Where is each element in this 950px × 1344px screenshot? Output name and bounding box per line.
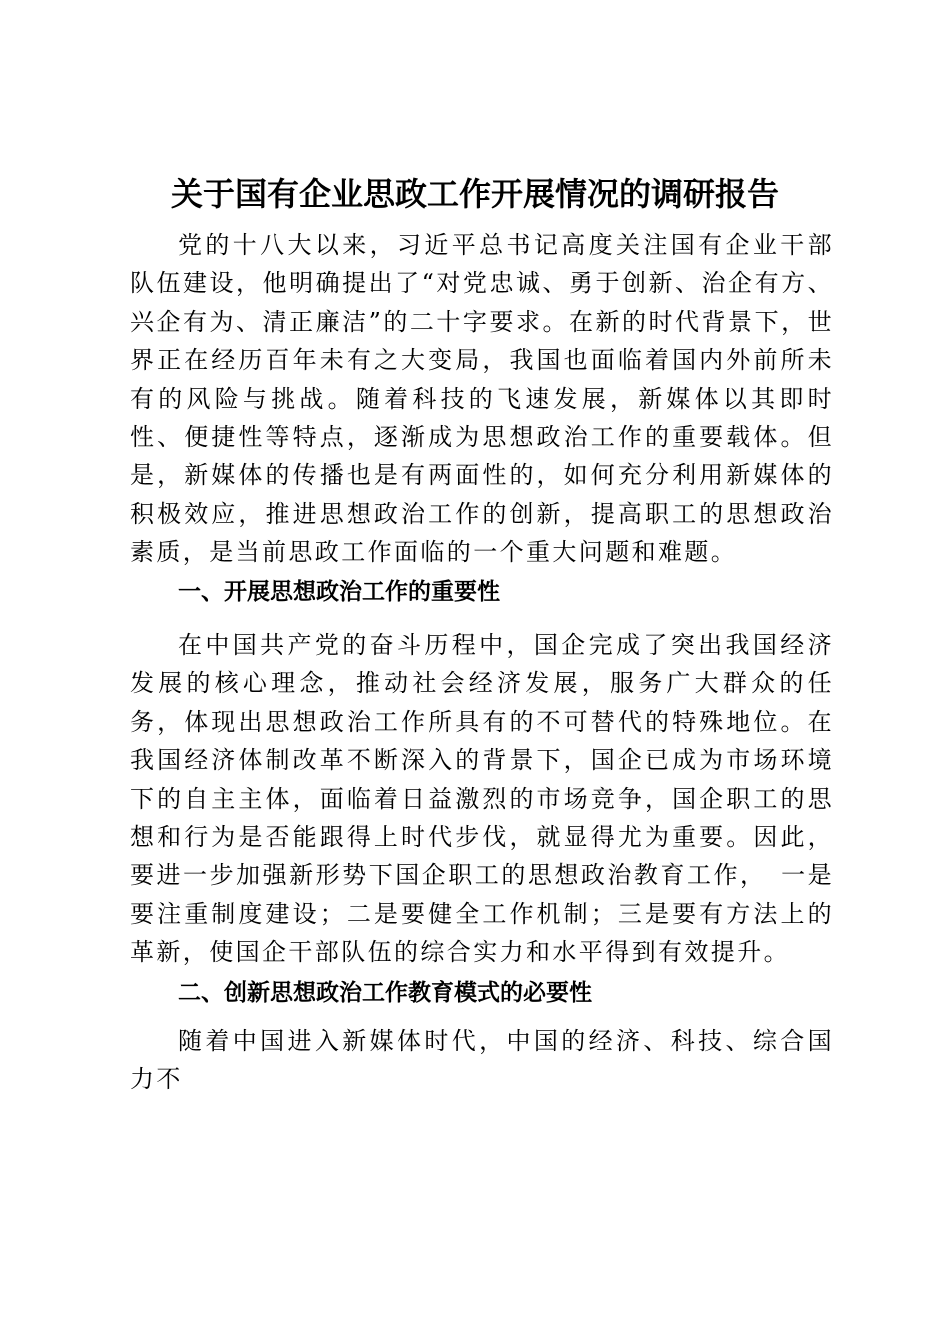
section-heading-2: 二、创新思想政治工作教育模式的必要性 (178, 980, 592, 1006)
section-2-paragraph: 随着中国进入新媒体时代，中国的经济、科技、综合国力不 (130, 1027, 834, 1094)
section-1-paragraph: 在中国共产党的奋斗历程中，国企完成了突出我国经济发展的核心理念，推动社会经济发展，服务广大群众的任务，体现出思想政治工作所具有的不可替代的特殊地位。在我国经济体制改革不断深入的背景下，国企已成为市场环境下的自主主体，面临着日益激烈的市场竞争，国企职工的思想和行为是否能跟得上时代步伐，就显得尤为重要。因此，要进一步加强新形势下国企职工的思想政治教育工作， 一是要注重制度建设；二是要健全工作机制；三是要有方法上的革新，使国企干部队伍的综合实力和水平得到有效提升。 (130, 631, 834, 967)
document-title: 关于国有企业思政工作开展情况的调研报告 (170, 175, 779, 213)
intro-paragraph: 党的十八大以来，习近平总书记高度关注国有企业干部队伍建设，他明确提出了“对党忠诚、勇于创新、治企有方、兴企有为、清正廉洁”的二十字要求。在新的时代背景下，世界正在经历百年未有之大变局，我国也面临着国内外前所未有的风险与挑战。随着科技的飞速发展，新媒体以其即时性、便捷性等特点，逐渐成为思想政治工作的重要载体。但是，新媒体的传播也是有两面性的，如何充分利用新媒体的积极效应，推进思想政治工作的创新，提高职工的思想政治素质，是当前思政工作面临的一个重大问题和难题。 (130, 231, 834, 567)
section-heading-1: 一、开展思想政治工作的重要性 (178, 579, 500, 605)
